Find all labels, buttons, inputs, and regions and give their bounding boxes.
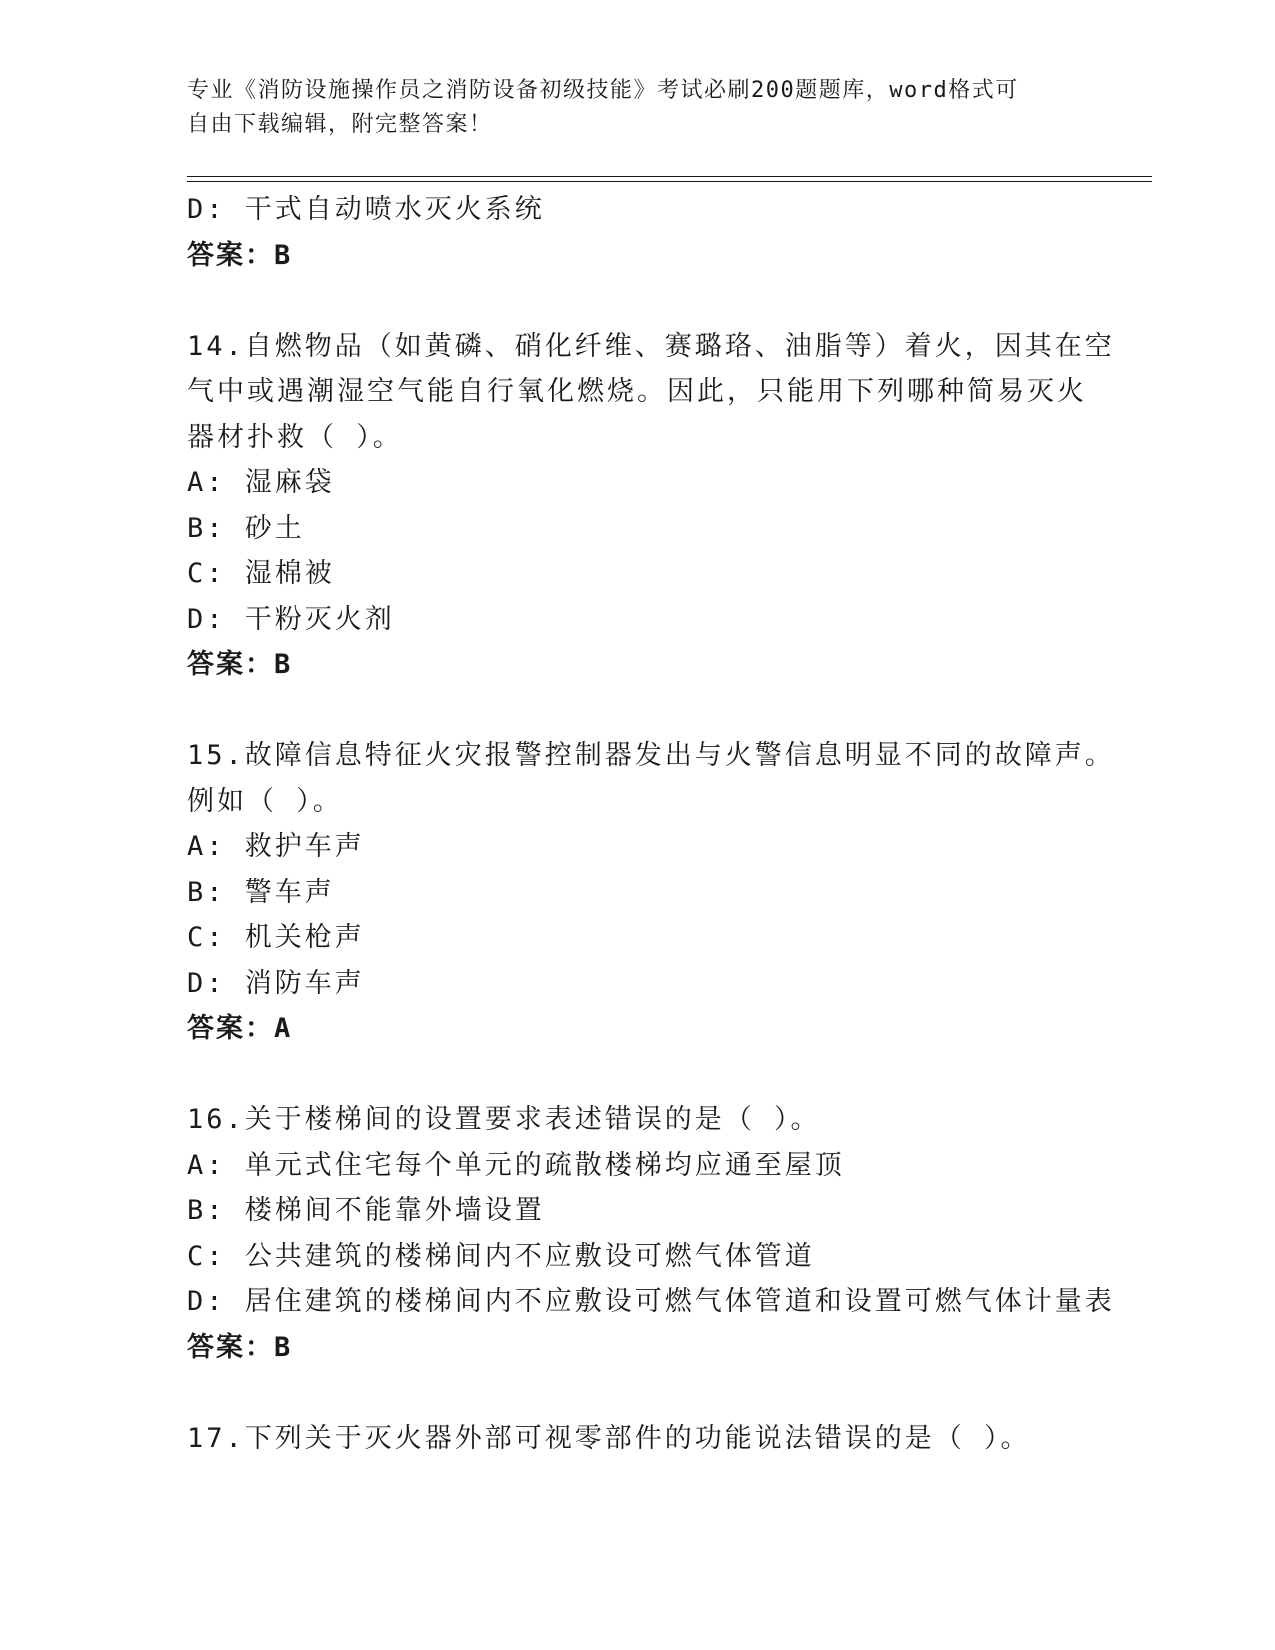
question-text-line: 17.下列关于灭火器外部可视零部件的功能说法错误的是（ ）。 [187,1422,1031,1454]
option-c: C: 公共建筑的楼梯间内不应敷设可燃气体管道 [187,1240,815,1272]
document-header [187,74,1067,142]
header-line-2: 自由下载编辑，附完整答案！ [187,112,493,137]
question-15 [187,733,1115,1052]
option-d: D: 干粉灭火剂 [187,603,395,635]
option-b: B: 砂土 [187,512,305,544]
question-list [187,187,1115,1461]
option-d: D: 干式自动喷水灭火系统 [187,194,545,225]
spacer [187,1370,1107,1416]
spacer [187,688,1107,734]
question-13-tail [187,187,1107,278]
spacer [187,278,1107,324]
question-text-line: 16.关于楼梯间的设置要求表述错误的是（ ）。 [187,1104,821,1135]
question-17 [187,1416,1107,1462]
option-a: A: 湿麻袋 [187,467,335,498]
question-14 [187,324,1115,688]
option-c: C: 湿棉被 [187,558,335,589]
option-d: D: 消防车声 [187,967,365,999]
question-text-line: 气中或遇潮湿空气能自行氧化燃烧。因此，只能用下列哪种简易灭火 [187,376,1087,407]
question-text-line: 器材扑救（ ）。 [187,421,403,453]
answer-label: 答案：B [187,1331,293,1363]
answer-label: 答案：B [187,649,293,680]
header-divider-top [187,176,1152,177]
option-d: D: 居住建筑的楼梯间内不应敷设可燃气体管道和设置可燃气体计量表 [187,1286,1115,1317]
option-a: A: 单元式住宅每个单元的疏散楼梯均应通至屋顶 [187,1149,845,1181]
header-line-1: 专业《消防设施操作员之消防设备初级技能》考试必刷200题题库，word格式可 [187,78,1019,103]
question-text-line: 例如（ ）。 [187,785,343,817]
answer-label: 答案：B [187,239,293,271]
option-a: A: 救护车声 [187,831,365,862]
question-16 [187,1097,1115,1370]
question-text-line: 14.自燃物品（如黄磷、硝化纤维、赛璐珞、油脂等）着火，因其在空 [187,330,1115,362]
option-b: B: 楼梯间不能靠外墙设置 [187,1195,545,1226]
header-divider-bottom [187,181,1152,182]
option-c: C: 机关枪声 [187,922,365,953]
answer-label: 答案：A [187,1013,293,1044]
question-text-line: 15.故障信息特征火灾报警控制器发出与火警信息明显不同的故障声。 [187,740,1115,771]
option-b: B: 警车声 [187,876,335,908]
spacer [187,1052,1107,1098]
